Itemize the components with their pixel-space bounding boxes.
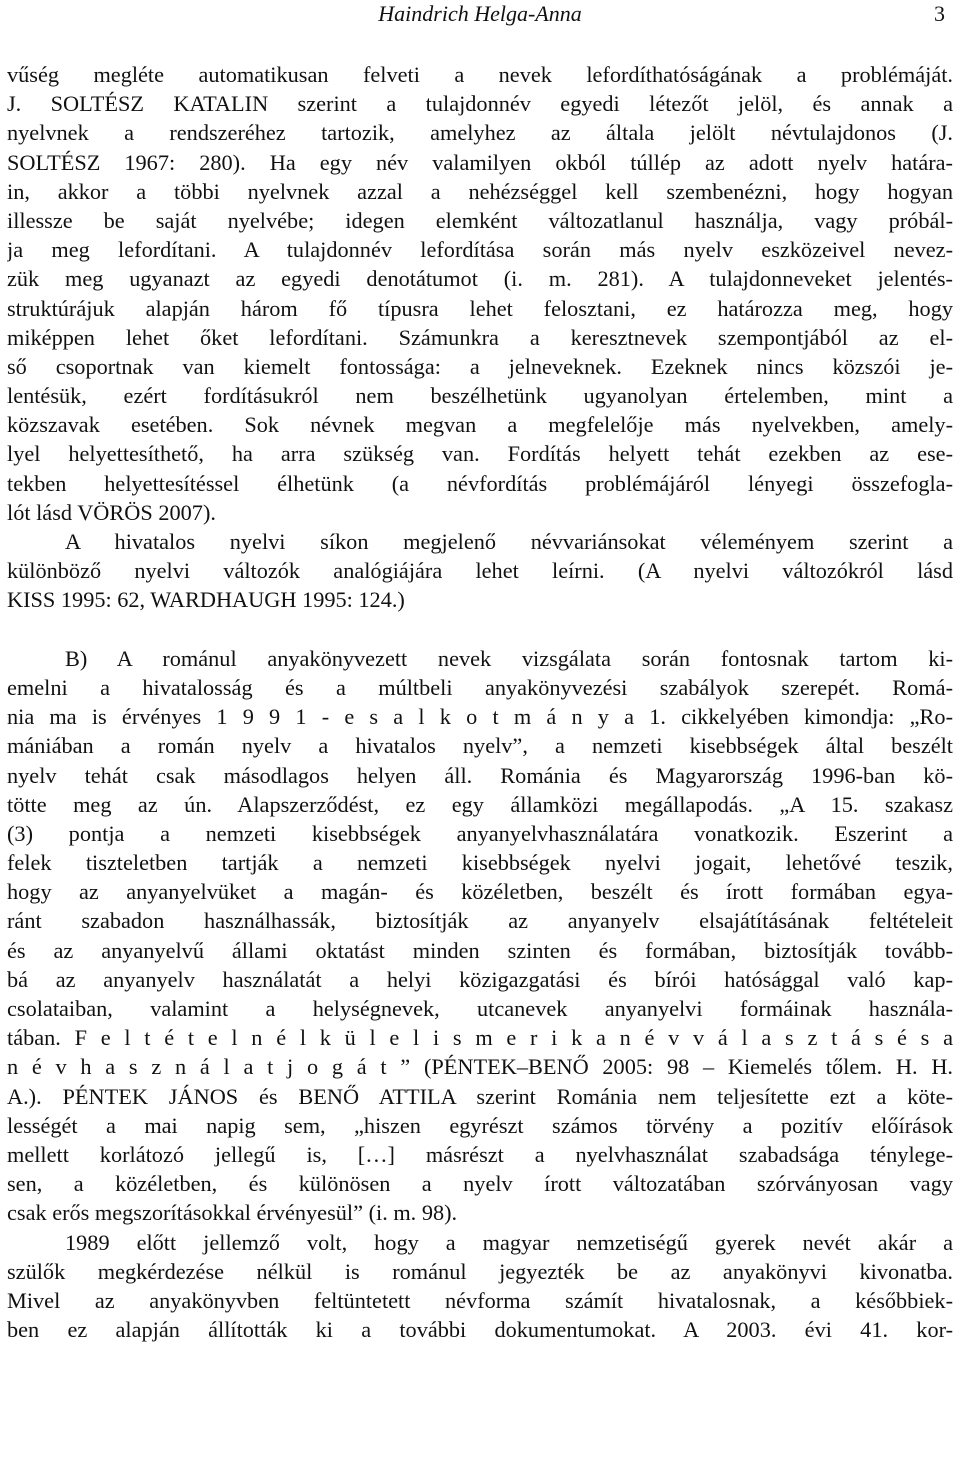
text-line: nyelvnek a rendszeréhez tartozik, amelyhez az általa jelölt névtulajdonos (J. xyxy=(7,120,953,146)
text-line: lentésük, ezért fordításukról nem beszélhetünk ugyanolyan értelemben, mint a xyxy=(7,383,953,409)
text-line: bá az anyanyelv használatát a helyi közigazgatási és bírói hatósággal való kap- xyxy=(7,966,953,992)
text-line: különböző nyelvi változók analógiájára lehet leírni. (A nyelvi változókról lásd xyxy=(7,558,953,584)
text-line: illessze be saját nyelvébe; idegen elemként változatlanul használja, vagy próbál- xyxy=(7,207,953,233)
text-line: hogy az anyanyelvüket a magán- és közéletben, beszélt és írott formában egya- xyxy=(7,879,953,905)
text-line: csak erős megszorításokkal érvényesül” (i. m. 98). xyxy=(7,1200,458,1226)
page-number: 3 xyxy=(934,1,945,26)
paragraph-gap xyxy=(7,615,953,644)
text-line: lességét a mai napig sem, „hiszen egyrészt számos törvény a pozitív előírások xyxy=(7,1112,953,1138)
text-line: A.). PÉNTEK JÁNOS és BENŐ ATTILA szerint Románia nem teljesítette ezt a köte- xyxy=(7,1083,953,1109)
text-line: tában. F e l t é t e l n é l k ü l e l i s m e r i k a n é v v á l a s z t á s é s a xyxy=(7,1025,953,1051)
text-line: nyelv tehát csak másodlagos helyen áll. Románia és Magyarország 1996-ban kö- xyxy=(7,762,953,788)
text-line: KISS 1995: 62, WARDHAUGH 1995: 124.) xyxy=(7,587,405,613)
text-line: lyel helyettesíthető, ha arra szükség van. Fordítás helyett tehát ezekben az ese- xyxy=(7,441,953,467)
text-line: ső csoportnak van kiemelt fontossága: a jelneveknek. Ezeknek nincs közszói je- xyxy=(7,353,953,379)
text-line: felek tiszteletben tartják a nemzeti kisebbségek nyelvi jogait, lehetővé teszik, xyxy=(7,850,953,876)
text-line: tekben helyettesítéssel élhetünk (a névfordítás problémájáról lényegi összefogla- xyxy=(7,470,953,496)
text-line: struktúrájuk alapján három fő típusra lehet felosztani, ez határozza meg, hogy xyxy=(7,295,953,321)
text-line: mániában a román nyelv a hivatalos nyelv”, a nemzeti kisebbségek által beszélt xyxy=(7,733,953,759)
text-line: nia ma is érvényes 1 9 9 1 - e s a l k o t m á n y a 1. cikkelyében kimondja: „Ro- xyxy=(7,704,953,730)
text-line: in, akkor a többi nyelvnek azzal a nehézséggel kell szembenézni, hogy hogyan xyxy=(7,178,953,204)
text-line: 1989 előtt jellemző volt, hogy a magyar nemzetiségű gyerek nevét akár a xyxy=(65,1229,953,1255)
text-line: ben ez alapján állították ki a további dokumentumokat. A 2003. évi 41. kor- xyxy=(7,1317,953,1343)
text-line: J. SOLTÉSZ KATALIN szerint a tulajdonnév egyedi létezőt jelöl, és annak a xyxy=(7,91,953,117)
text-line: szülők megkérdezése nélkül is románul jegyezték be az anyakönyvi kivonatba. xyxy=(7,1258,953,1284)
running-header xyxy=(7,0,953,44)
text-line: miképpen lehet őket lefordítani. Számunkra a keresztnevek szempontjából az el- xyxy=(7,324,953,350)
text-line: vűség megléte automatikusan felveti a nevek lefordíthatóságának a problémáját. xyxy=(7,62,953,87)
text-line: csolataiban, valamint a helységnevek, utcanevek anyanyelvi formáinak használa- xyxy=(7,996,953,1021)
text-line: A hivatalos nyelvi síkon megjelenő névvariánsokat véleményem szerint a xyxy=(65,529,953,554)
text-line: emelni a hivatalosság és a múltbeli anyakönyvezési szabályok szerepét. Romá- xyxy=(7,674,953,700)
text-line: mellett korlátozó jellegű is, […] másrészt a nyelvhasználat szabadsága ténylege- xyxy=(7,1141,953,1167)
text-line: ránt szabadon használhassák, biztosítják az anyanyelv elsajátításának feltételeit xyxy=(7,908,953,934)
body-text xyxy=(7,60,953,1344)
text-line: n é v h a s z n á l a t j o g á t ” (PÉNTEK–BENŐ 2005: 98 – Kiemelés tőlem. H. H. xyxy=(7,1054,953,1080)
text-line: sen, a közéletben, és különösen a nyelv írott változatában szórványosan vagy xyxy=(7,1171,953,1197)
text-line: közszavak esetében. Sok névnek megvan a megfelelője más nyelvekben, amely- xyxy=(7,412,953,438)
text-line: B) A románul anyakönyvezett nevek vizsgálata során fontosnak tartom ki- xyxy=(65,645,953,671)
text-line: zük meg ugyanazt az egyedi denotátumot (i. m. 281). A tulajdonneveket jelentés- xyxy=(7,266,953,292)
text-line: lót lásd VÖRÖS 2007). xyxy=(7,499,216,525)
text-line: SOLTÉSZ 1967: 280). Ha egy név valamilyen okból túllép az adott nyelv határa- xyxy=(7,149,953,175)
author-name: Haindrich Helga-Anna xyxy=(378,1,582,26)
text-line: és az anyanyelvű állami oktatást minden szinten és formában, biztosítják tovább- xyxy=(7,937,953,963)
text-line: Mivel az anyakönyvben feltüntetett névforma számít hivatalosnak, a későbbiek- xyxy=(7,1287,953,1313)
text-line: tötte meg az ún. Alapszerződést, ez egy államközi megállapodás. „A 15. szakasz xyxy=(7,791,953,817)
text-line: (3) pontja a nemzeti kisebbségek anyanyelvhasználatára vonatkozik. Eszerint a xyxy=(7,820,953,846)
text-line: ja meg lefordítani. A tulajdonnév lefordítása során más nyelv eszközeivel nevez- xyxy=(7,237,953,263)
